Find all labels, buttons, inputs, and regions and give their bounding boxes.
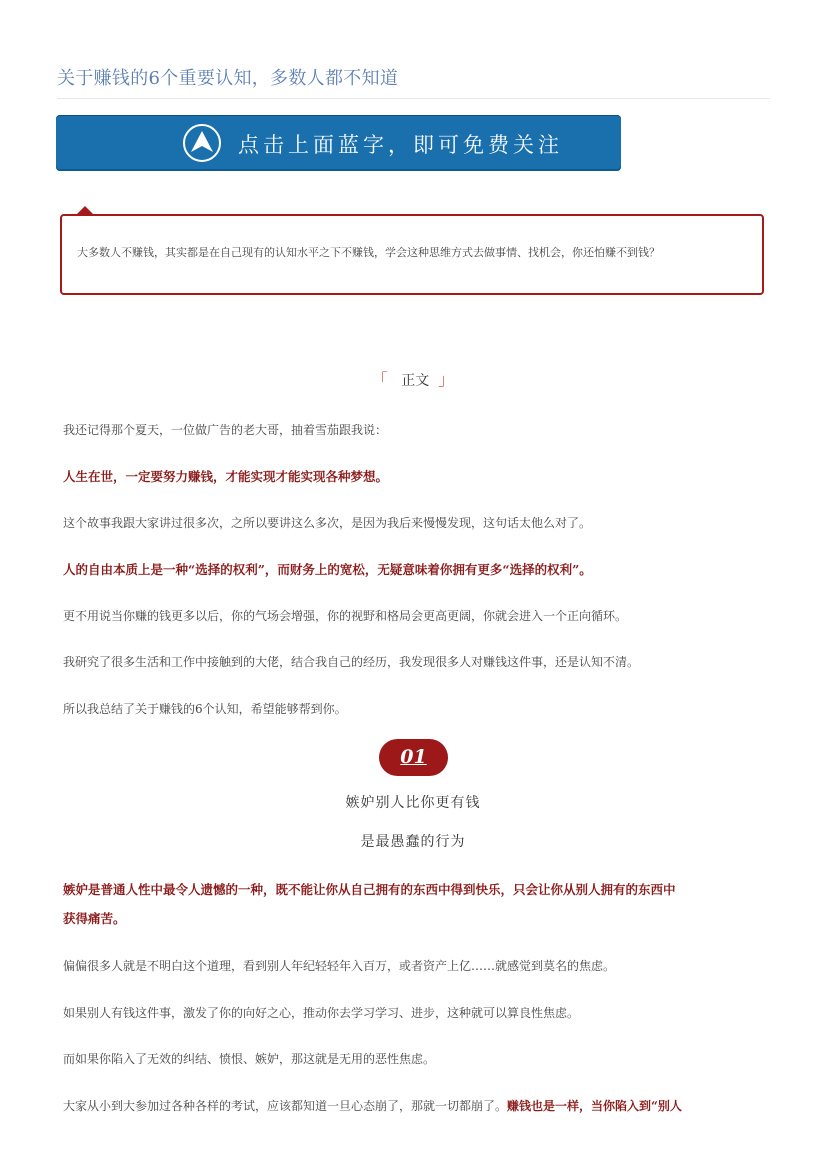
paragraph: 如果别人有钱这件事，激发了你的向好之心，推动你去学习学习、进步，这种就可以算良性焦虑。 <box>63 1006 580 1020</box>
follow-banner[interactable] <box>56 115 621 171</box>
bracket-close: 」 <box>438 370 455 389</box>
bracket-open: 「 <box>371 370 388 389</box>
paragraph: 而如果你陷入了无效的纠结、愤恨、嫉妒，那这就是无用的恶性焦虑。 <box>63 1052 436 1066</box>
point-emphasis-line2: 获得痛苦。 <box>63 911 126 926</box>
paragraph-emphasis: 人生在世，一定要努力赚钱，才能实现才能实现各种梦想。 <box>63 469 389 484</box>
paragraph: 偏偏很多人就是不明白这个道理，看到别人年纪轻轻年入百万，或者资产上亿……就感觉到莫名的焦虑。 <box>63 959 616 973</box>
intro-box <box>60 214 764 295</box>
point-number-badge: 01 <box>379 739 448 776</box>
section-label: 正文 <box>401 373 430 389</box>
banner-label: 点击上面蓝字，即可免费关注 <box>238 133 563 157</box>
paragraph-normal-part: 大家从小到大参加过各种各样的考试，应该都知道一旦心态崩了，那就一切都崩了。 <box>63 1099 508 1113</box>
title-divider <box>57 98 770 99</box>
paragraph: 更不用说当你赚的钱更多以后，你的气场会增强，你的视野和格局会更高更阔，你就会进入一个正向循环。 <box>63 609 628 623</box>
paragraph: 所以我总结了关于赚钱的6个认知，希望能够帮到你。 <box>63 702 347 716</box>
paragraph: 我还记得那个夏天，一位做广告的老大哥，抽着雪茄跟我说： <box>63 423 388 437</box>
point-emphasis-line1: 嫉妒是普通人性中最令人遗憾的一种，既不能让你从自己拥有的东西中得到快乐，只会让你从别人拥有的东西中 <box>63 882 676 897</box>
paragraph-mixed <box>63 1097 682 1114</box>
point-title-line2: 是最愚蠢的行为 <box>360 834 466 850</box>
point-title-line1: 嫉妒别人比你更有钱 <box>345 795 481 811</box>
paragraph: 我研究了很多生活和工作中接触到的大佬，结合我自己的经历，我发现很多人对赚钱这件事，还是认知不清。 <box>63 655 640 669</box>
section-heading <box>0 367 826 390</box>
paragraph: 这个故事我跟大家讲过很多次，之所以要讲这么多次，是因为我后来慢慢发现，这句话太他么对了。 <box>63 516 592 530</box>
article-title: 关于赚钱的6个重要认知，多数人都不知道 <box>57 68 399 89</box>
intro-text: 大多数人不赚钱，其实都是在自己现有的认知水平之下不赚钱，学会这种思维方式去做事情、找机会，你还怕赚不到钱？ <box>77 246 660 259</box>
arrow-up-icon <box>182 123 222 163</box>
paragraph-emphasis-part: 赚钱也是一样，当你陷入到“别人 <box>507 1099 682 1113</box>
paragraph-emphasis: 人的自由本质上是一种“选择的权利”，而财务上的宽松，无疑意味着你拥有更多“选择的权利”。 <box>63 562 592 577</box>
